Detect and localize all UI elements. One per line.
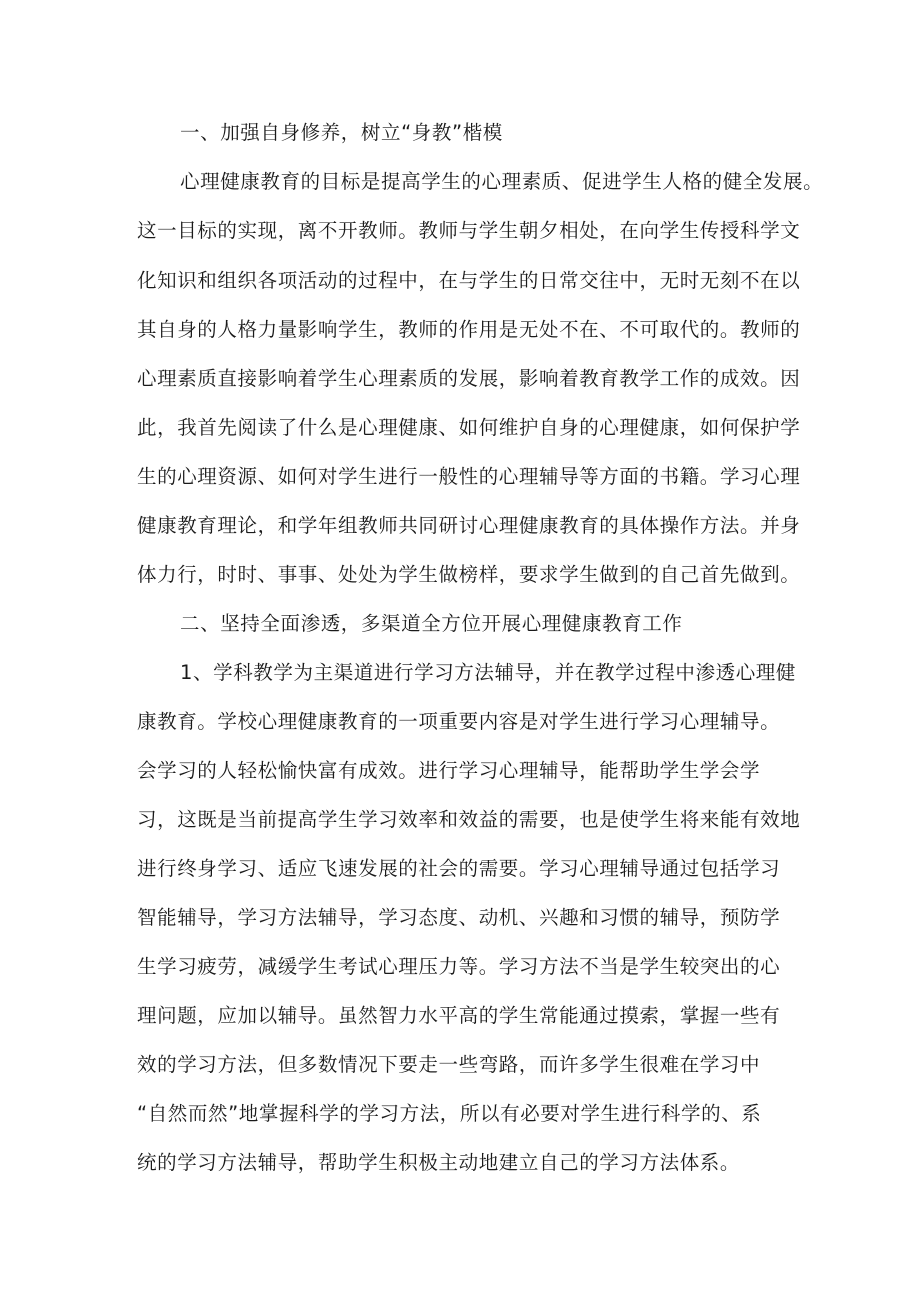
paragraph-line: 智能辅导，学习方法辅导，学习态度、动机、兴趣和习惯的辅导，预防学 [137,906,781,929]
section-heading-2: 二、坚持全面渗透，多渠道全方位开展心理健康教育工作 [180,612,683,635]
paragraph-line: 理问题，应加以辅导。虽然智力水平高的学生常能通过摸索，掌握一些有 [137,1004,781,1027]
paragraph-line: 心理健康教育的目标是提高学生的心理素质、促进学生人格的健全发展。 [180,170,824,193]
paragraph-line: 1、学科教学为主渠道进行学习方法辅导，并在教学过程中渗透心理健 [180,661,797,684]
paragraph-line: 会学习的人轻松愉快富有成效。进行学习心理辅导，能帮助学生学会学 [137,759,761,782]
paragraph-line: 这一目标的实现，离不开教师。教师与学生朝夕相处，在向学生传授科学文 [137,219,801,242]
paragraph-line: 此，我首先阅读了什么是心理健康、如何维护自身的心理健康，如何保护学 [137,416,801,439]
paragraph-line: 生学习疲劳，减缓学生考试心理压力等。学习方法不当是学生较突出的心 [137,955,781,978]
paragraph-line: 心理素质直接影响着学生心理素质的发展，影响着教育教学工作的成效。因 [137,367,801,390]
paragraph-line: 生的心理资源、如何对学生进行一般性的心理辅导等方面的书籍。学习心理 [137,465,801,488]
paragraph-line: 体力行，时时、事事、处处为学生做榜样，要求学生做到的自己首先做到。 [137,563,801,586]
section-heading-1: 一、加强自身修养，树立“身教”楷模 [180,121,503,144]
paragraph-line: 统的学习方法辅导，帮助学生积极主动地建立自己的学习方法体系。 [137,1151,741,1174]
paragraph-line: 习，这既是当前提高学生学习效率和效益的需要，也是使学生将来能有效地 [137,808,801,831]
paragraph-line: 效的学习方法，但多数情况下要走一些弯路，而许多学生很难在学习中 [137,1053,761,1076]
paragraph-line: “自然而然”地掌握科学的学习方法，所以有必要对学生进行科学的、系 [137,1102,762,1125]
paragraph-line: 健康教育理论，和学年组教师共同研讨心理健康教育的具体操作方法。并身 [137,514,801,537]
paragraph-line: 其自身的人格力量影响学生，教师的作用是无处不在、不可取代的。教师的 [137,318,801,341]
paragraph-line: 进行终身学习、适应飞速发展的社会的需要。学习心理辅导通过包括学习 [137,857,781,880]
paragraph-line: 化知识和组织各项活动的过程中，在与学生的日常交往中，无时无刻不在以 [137,269,801,292]
paragraph-line: 康教育。学校心理健康教育的一项重要内容是对学生进行学习心理辅导。 [137,710,781,733]
